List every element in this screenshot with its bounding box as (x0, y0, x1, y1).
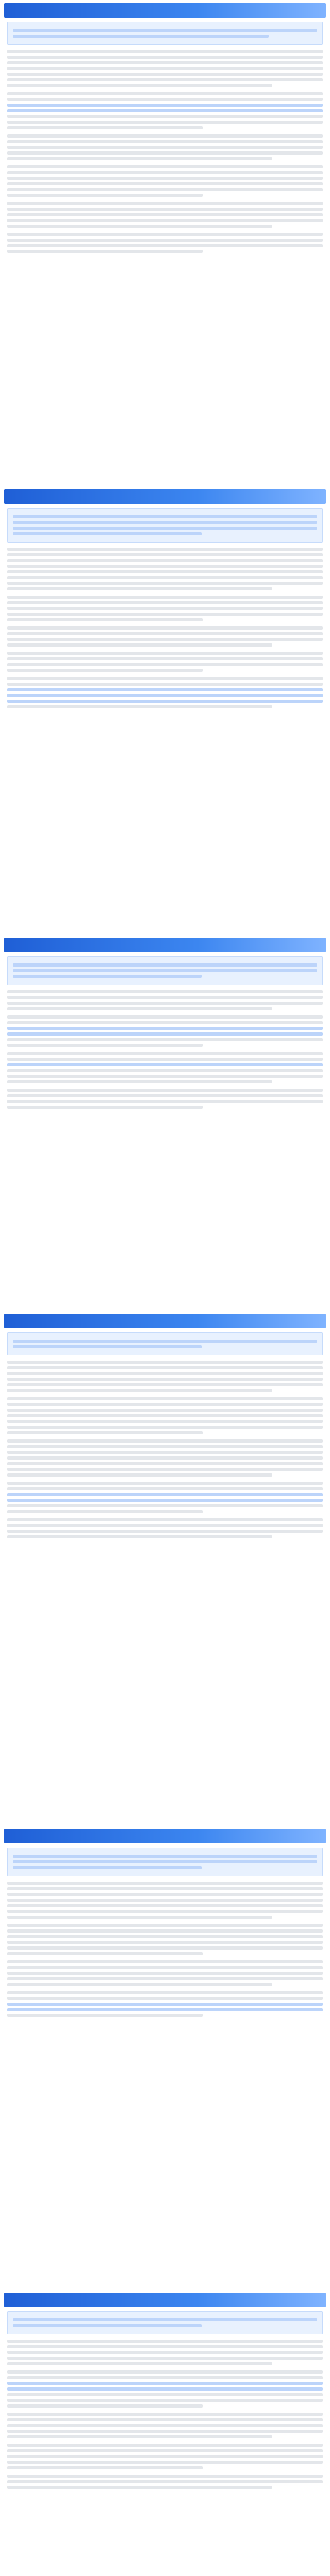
answer-body (7, 548, 323, 708)
paragraph (7, 202, 323, 228)
paragraph (7, 1397, 323, 1434)
section-header (4, 1829, 326, 1843)
section-6 (4, 2293, 326, 2494)
section-header (4, 2293, 326, 2307)
question-box (7, 956, 323, 985)
answer-body (7, 1361, 323, 1538)
paragraph (7, 2413, 323, 2438)
section-2 (4, 489, 326, 714)
section-1 (4, 3, 326, 258)
answer-body (7, 1882, 323, 2017)
paragraph (7, 134, 323, 160)
section-header (4, 1314, 326, 1328)
section-3 (4, 938, 326, 1114)
paragraph (7, 1015, 323, 1047)
section-header (4, 489, 326, 504)
paragraph (7, 2370, 323, 2408)
question-box (7, 1848, 323, 1876)
paragraph (7, 596, 323, 621)
answer-body (7, 2340, 323, 2489)
paragraph (7, 1882, 323, 1919)
paragraph (7, 165, 323, 197)
paragraph (7, 990, 323, 1010)
paragraph (7, 1482, 323, 1513)
paragraph (7, 677, 323, 708)
section-4 (4, 1314, 326, 1544)
answer-body (7, 990, 323, 1109)
paragraph (7, 548, 323, 590)
paragraph (7, 1924, 323, 1955)
paragraph (7, 1991, 323, 2017)
paragraph (7, 1439, 323, 1477)
paragraph (7, 1089, 323, 1109)
paragraph (7, 2340, 323, 2365)
paragraph (7, 50, 323, 87)
paragraph (7, 92, 323, 129)
paragraph (7, 2475, 323, 2489)
paragraph (7, 626, 323, 647)
paragraph (7, 2444, 323, 2469)
answer-body (7, 50, 323, 253)
paragraph (7, 1960, 323, 1986)
paragraph (7, 1518, 323, 1538)
paragraph (7, 1361, 323, 1392)
section-header (4, 3, 326, 18)
paragraph (7, 652, 323, 672)
question-box (7, 2311, 323, 2334)
paragraph (7, 1052, 323, 1083)
paragraph (7, 233, 323, 253)
question-box (7, 22, 323, 45)
question-box (7, 508, 323, 543)
section-5 (4, 1829, 326, 2022)
section-header (4, 938, 326, 952)
question-box (7, 1332, 323, 1355)
